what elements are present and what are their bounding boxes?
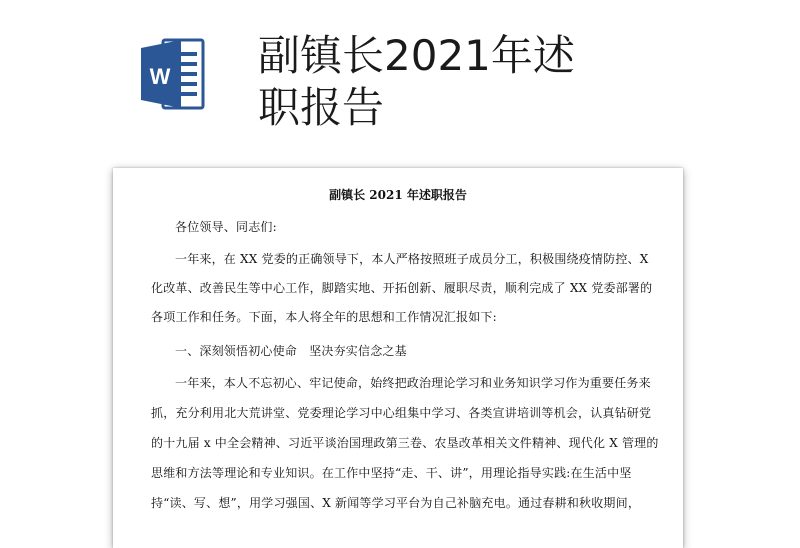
paragraph-line: 各项工作和任务。下面，本人将全年的思想和工作情况汇报如下: <box>151 310 497 324</box>
paragraph-line: 一年来，本人不忘初心、牢记使命，始终把政治理论学习和业务知识学习作为重要任务来 <box>175 376 651 390</box>
headline-line-2: 职报告 <box>258 83 385 132</box>
paragraph-line: 一年来，在 XX 党委的正确领导下，本人严格按照班子成员分工，积极围绕疫情防控、X <box>175 252 649 266</box>
paragraph-line: 化改革、改善民生等中心工作，脚踏实地、开拓创新、履职尽责，顺利完成了 XX 党委部署的 <box>151 281 653 295</box>
headline-line-1: 副镇长2021年述 <box>258 31 575 80</box>
document-page-preview <box>113 168 683 548</box>
document-headline <box>258 30 678 134</box>
paragraph-line: 思维和方法等理论和专业知识。在工作中坚持“走、干、讲”，用理论指导实践:在生活中坚 <box>151 466 632 480</box>
section-heading: 一、深刻领悟初心使命 坚决夯实信念之基 <box>175 344 407 358</box>
paragraph-line: 持“读、写、想”，用学习强国、X 新闻等学习平台为自己补脑充电。通过春耕和秋收期间， <box>151 496 641 510</box>
paragraph-line: 的十九届 x 中全会精神、习近平谈治国理政第三卷、农垦改革相关文件精神、现代化 X 管理的 <box>151 436 659 450</box>
word-icon-letter: W <box>149 64 171 89</box>
word-icon <box>141 36 205 112</box>
document-title: 副镇长 2021 年述职报告 <box>329 188 467 202</box>
salutation-line: 各位领导、同志们: <box>175 220 277 234</box>
paragraph-line: 抓，充分利用北大荒讲堂、党委理论学习中心组集中学习、各类宣讲培训等机会，认真钻研党 <box>151 406 652 420</box>
